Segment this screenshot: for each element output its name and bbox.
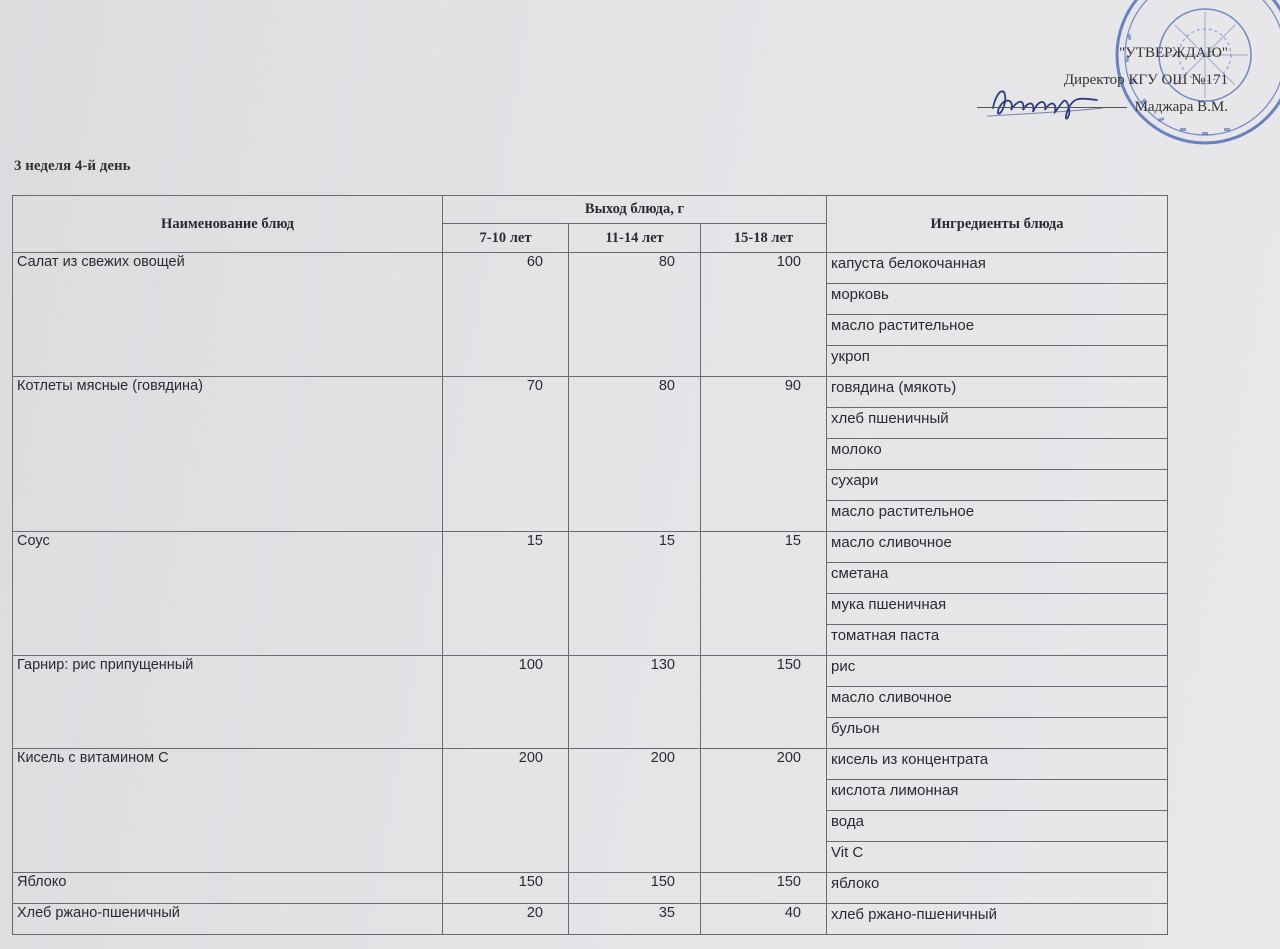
dish-yield-3: 40 (701, 904, 827, 935)
director-name: Маджара В.М. (1134, 99, 1228, 115)
dish-yield-1: 150 (443, 873, 569, 904)
dish-name: Салат из свежих овощей (13, 253, 443, 377)
dish-yield-2: 200 (569, 749, 701, 873)
dish-yield-2: 150 (569, 873, 701, 904)
dish-name: Хлеб ржано-пшеничный (13, 904, 443, 935)
header-dish: Наименование блюд (13, 196, 443, 253)
table-row (13, 532, 1168, 563)
ingredient: морковь (827, 284, 1168, 315)
ingredient: масло растительное (827, 501, 1168, 532)
dish-name: Яблоко (13, 873, 443, 904)
header-ingredients: Ингредиенты блюда (827, 196, 1168, 253)
dish-name: Котлеты мясные (говядина) (13, 377, 443, 532)
ingredient: бульон (827, 718, 1168, 749)
dish-name: Соус (13, 532, 443, 656)
menu-table (12, 195, 1168, 935)
director-name-line (977, 94, 1228, 121)
dish-yield-2: 35 (569, 904, 701, 935)
table-row (13, 656, 1168, 687)
ingredient: сухари (827, 470, 1168, 501)
table-row (13, 377, 1168, 408)
dish-yield-1: 15 (443, 532, 569, 656)
approval-label: "УТВЕРЖДАЮ" (1119, 45, 1228, 61)
dish-yield-1: 60 (443, 253, 569, 377)
header-age-1: 7-10 лет (443, 224, 569, 253)
menu-body (13, 253, 1168, 935)
dish-yield-3: 150 (701, 873, 827, 904)
dish-yield-2: 80 (569, 253, 701, 377)
dish-yield-3: 90 (701, 377, 827, 532)
page-title: 3 неделя 4-й день (14, 158, 131, 174)
dish-yield-1: 200 (443, 749, 569, 873)
ingredient: укроп (827, 346, 1168, 377)
director-title: Директор КГУ ОШ №171 (1063, 72, 1228, 88)
ingredient: молоко (827, 439, 1168, 470)
approval-block (977, 40, 1228, 121)
ingredient: яблоко (827, 873, 1168, 904)
header-yield: Выход блюда, г (443, 196, 827, 224)
ingredient: кисель из концентрата (827, 749, 1168, 780)
dish-yield-2: 80 (569, 377, 701, 532)
dish-yield-1: 20 (443, 904, 569, 935)
ingredient: хлеб пшеничный (827, 408, 1168, 439)
header-age-3: 15-18 лет (701, 224, 827, 253)
ingredient: говядина (мякоть) (827, 377, 1168, 408)
table-row (13, 873, 1168, 904)
ingredient: масло растительное (827, 315, 1168, 346)
ingredient: сметана (827, 563, 1168, 594)
dish-yield-3: 200 (701, 749, 827, 873)
ingredient: рис (827, 656, 1168, 687)
table-row (13, 253, 1168, 284)
ingredient: томатная паста (827, 625, 1168, 656)
table-row (13, 904, 1168, 935)
ingredient: кислота лимонная (827, 780, 1168, 811)
header-age-2: 11-14 лет (569, 224, 701, 253)
ingredient: Vit C (827, 842, 1168, 873)
ingredient: мука пшеничная (827, 594, 1168, 625)
dish-name: Гарнир: рис припущенный (13, 656, 443, 749)
dish-yield-3: 100 (701, 253, 827, 377)
dish-yield-2: 130 (569, 656, 701, 749)
ingredient: хлеб ржано-пшеничный (827, 904, 1168, 935)
ingredient: капуста белокочанная (827, 253, 1168, 284)
ingredient: масло сливочное (827, 687, 1168, 718)
dish-yield-2: 15 (569, 532, 701, 656)
ingredient: масло сливочное (827, 532, 1168, 563)
dish-name: Кисель с витамином С (13, 749, 443, 873)
ingredient: вода (827, 811, 1168, 842)
table-row (13, 749, 1168, 780)
signature-line (977, 107, 1127, 108)
dish-yield-3: 15 (701, 532, 827, 656)
dish-yield-1: 70 (443, 377, 569, 532)
dish-yield-3: 150 (701, 656, 827, 749)
dish-yield-1: 100 (443, 656, 569, 749)
